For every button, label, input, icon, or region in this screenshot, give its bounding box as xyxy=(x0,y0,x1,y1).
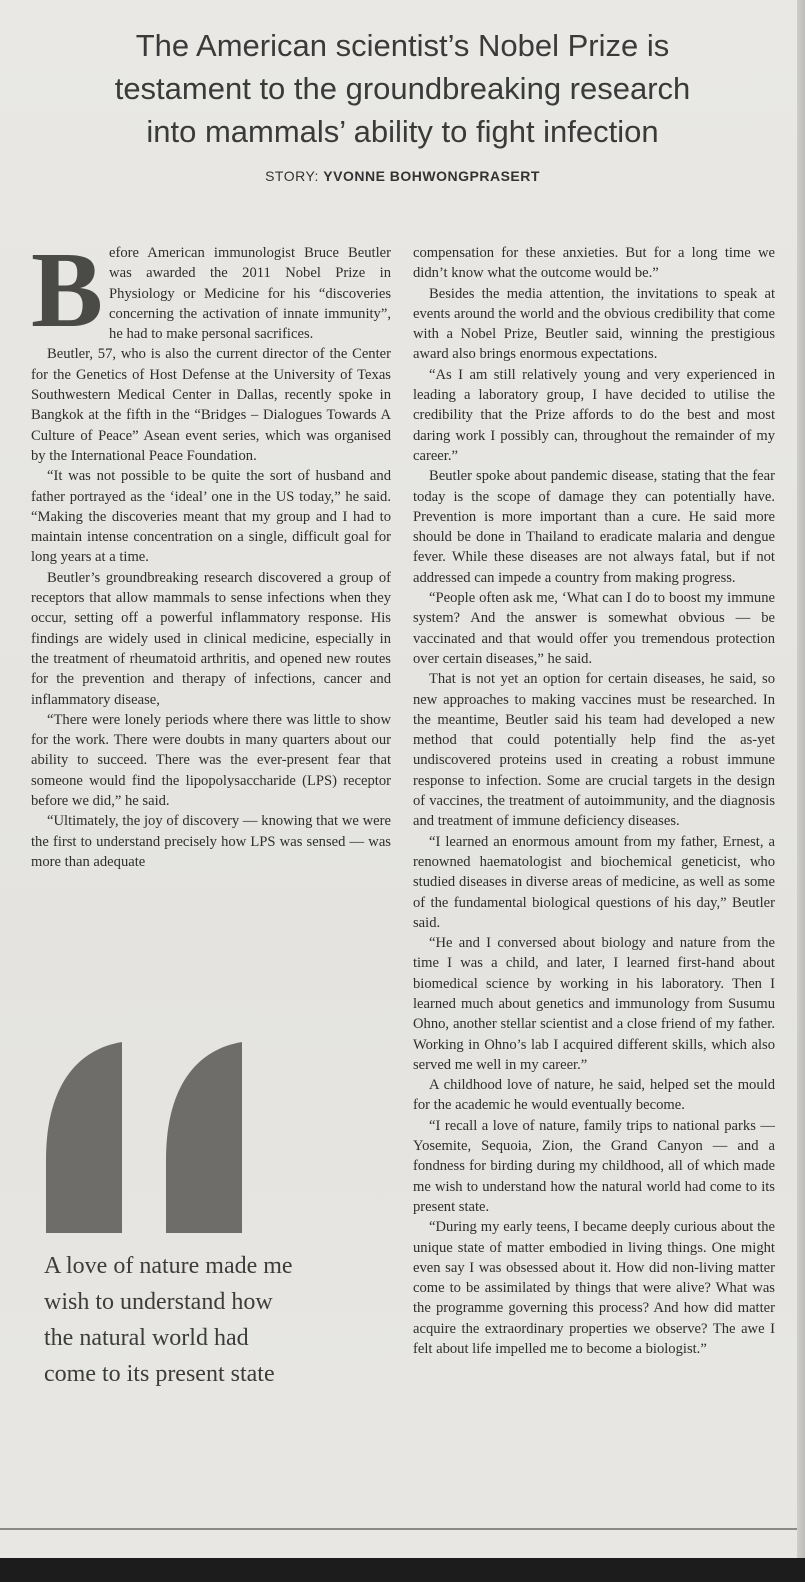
article-paragraph: compensation for these anxieties. But for a long time we didn’t know what the outcome would be.” xyxy=(413,245,775,282)
article-paragraph: “I recall a love of nature, family trips to national parks — Yosemite, Sequoia, Zion, the Grand Canyon — and a fondness for birding during my childhood, all of which made me wish to understand how the natural world had come to its present state. xyxy=(413,1117,775,1215)
article-paragraph: “I learned an enormous amount from my father, Ernest, a renowned haematologist and biochemical geneticist, who studied diseases in diverse areas of medicine, as well as some of the fundamental biological questions of his day,” Beutler said. xyxy=(413,833,775,931)
article-paragraph: “As I am still relatively young and very experienced in leading a laboratory group, I have decided to utilise the credibility that the Prize affords to do the best and most daring work I possibly can, throughout the remainder of my career.” xyxy=(413,366,775,464)
pull-quote xyxy=(44,1248,374,1392)
article-paragraph: Beutler, 57, who is also the current director of the Center for the Genetics of Host Defense at the University of Texas Southwestern Medical Center in Dallas, recently spoke in Bangkok at the fifth in the “Bridges – Dialogues Towards A Culture of Peace” Asean event series, which was organised by the International Peace Foundation. xyxy=(31,346,391,464)
pull-quote-line: A love of nature made me xyxy=(44,1253,293,1279)
byline xyxy=(0,168,805,184)
article-paragraph: “Ultimately, the joy of discovery — knowing that we were the first to understand precisely how LPS was sensed — was more than adequate xyxy=(31,813,391,870)
quotation-mark-icon xyxy=(44,1040,249,1235)
article-column-left xyxy=(31,231,391,872)
headline-line: testament to the groundbreaking research xyxy=(114,71,691,106)
headline-line: into mammals’ ability to fight infection xyxy=(146,114,659,149)
article-paragraph xyxy=(31,231,391,350)
article-paragraph: Beutler spoke about pandemic disease, stating that the fear today is the scope of damage they can potentially have. Prevention is more important than a cure. He said more should be done in Thailand to eradicate malaria and dengue fever. While these diseases are not always fatal, but if not addressed can impede a country from making progress. xyxy=(413,468,775,586)
article-paragraph: Besides the media attention, the invitations to speak at events around the world and the obvious credibility that come with a Nobel Prize, Beutler said, winning the prestigious award also brings enormous expectations. xyxy=(413,285,775,363)
headline xyxy=(40,24,765,153)
article-paragraph: Beutler’s groundbreaking research discovered a group of receptors that allow mammals to sense infections when they occur, setting off a powerful inflammatory response. His findings are widely used in clinical medicine, especially in the treatment of rheumatoid arthritis, and opened new routes for the prevention and therapy of infections, cancer and inflammatory disease, xyxy=(31,569,391,708)
article-column-right xyxy=(413,243,775,1359)
byline-author: YVONNE BOHWONGPRASERT xyxy=(323,168,540,184)
bottom-rule xyxy=(0,1528,805,1530)
scan-bottom-edge xyxy=(0,1558,805,1582)
article-paragraph: “It was not possible to be quite the sort of husband and father portrayed as the ‘ideal’ one in the US today,” he said. “Making the discoveries meant that my group and I had to maintain intense concentration on a single, difficult goal for long years at a time. xyxy=(31,468,391,566)
article-paragraph: That is not yet an option for certain diseases, he said, so new approaches to making vaccines must be researched. In the meantime, Beutler said his team had developed a new method that could potentially help find the as-yet undiscovered proteins used in creating a robust immune response to infection. Some are crucial targets in the design of vaccines, the treatment of autoimmunity, and the diagnosis and treatment of immune deficiency diseases. xyxy=(413,671,775,830)
pull-quote-line: wish to understand how xyxy=(44,1289,273,1315)
pull-quote-line: the natural world had xyxy=(44,1325,249,1351)
article-paragraph: “He and I conversed about biology and nature from the time I was a child, and later, I learned first-hand about biomedical science by working in his laboratory. Then I learned much about genetics and immunology from Susumu Ohno, another stellar scientist and a close friend of my father. Working in Ohno’s lab I acquired different skills, which also served me well in my career.” xyxy=(413,935,775,1073)
headline-line: The American scientist’s Nobel Prize is xyxy=(135,28,670,63)
pull-quote-line: come to its present state xyxy=(44,1361,275,1387)
page-edge xyxy=(797,0,805,1582)
article-paragraph: “People often ask me, ‘What can I do to boost my immune system? And the answer is somewhat obvious — be vaccinated and that would offer you tremendous protection over certain diseases,” he said. xyxy=(413,590,775,667)
paragraph-text: efore American immunologist Bruce Beutler was awarded the 2011 Nobel Prize in Physiology or Medicine for his “discoveries concerning the activation of innate immunity”, he had to make personal sacrifices. xyxy=(109,245,391,343)
article-paragraph: A childhood love of nature, he said, helped set the mould for the academic he would eventually become. xyxy=(413,1077,775,1114)
byline-label: STORY: xyxy=(265,168,319,184)
drop-cap: B xyxy=(31,231,104,350)
article-paragraph: “There were lonely periods where there was little to show for the work. There were doubts in many quarters about our ability to succeed. There was the ever-present fear that someone would find the lipopolysaccharide (LPS) receptor before we did,” he said. xyxy=(31,711,391,810)
article-paragraph: “During my early teens, I became deeply curious about the unique state of matter embodied in living things. One might even say I was obsessed about it. How did non-living matter come to be assimilated by things that were alive? What was the programme governing this process? And how did matter acquire the extraordinary properties we observe? The awe I felt about life impelled me to become a biologist.” xyxy=(413,1219,775,1358)
